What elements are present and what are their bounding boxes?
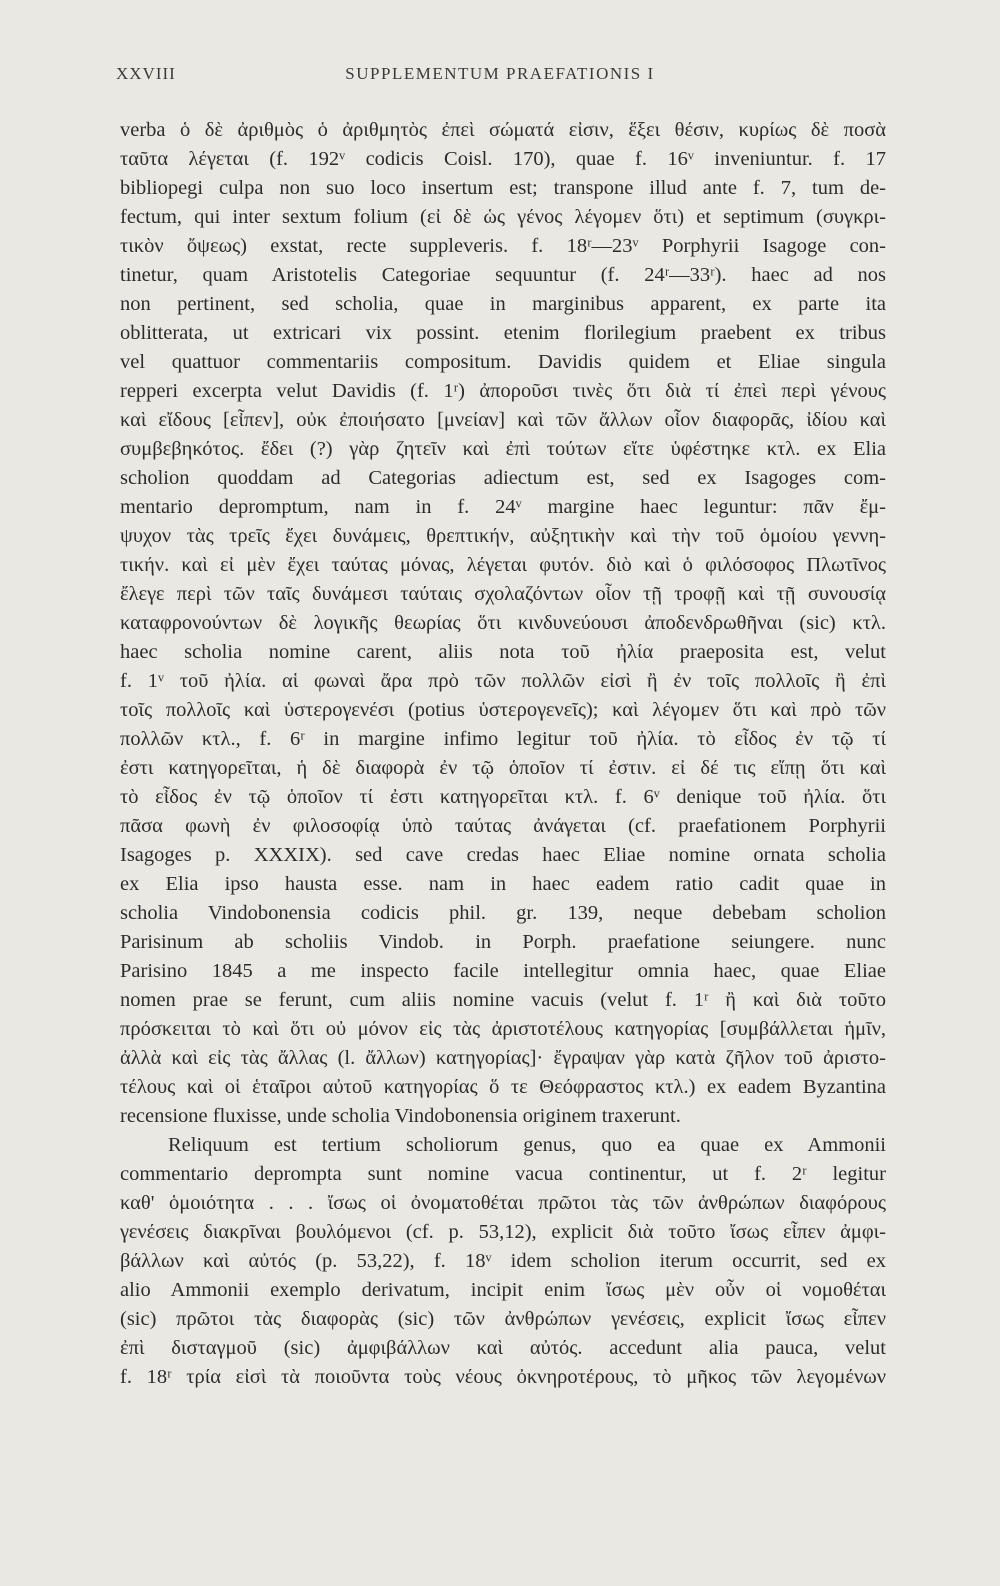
text-line: καὶ εἴδους [εἶπεν], οὐκ ἐποιήσατο [μνείαν] καὶ τῶν ἄλλων οἷον διαφορᾶς, ἰδίου καὶ	[120, 409, 886, 431]
text-line: καθ' ὁμοιότητα . . . ἴσως οἱ ὀνοματοθέται πρῶτοι τὰς τῶν ἀνθρώπων διαφόρους	[120, 1192, 886, 1214]
text-line: scholia Vindobonensia codicis phil. gr. 139, neque debebam scholion	[120, 902, 886, 924]
text-line: Isagoges p. XXXIX). sed cave credas haec Eliae nomine ornata scholia	[120, 844, 886, 866]
running-head: SUPPLEMENTUM PRAEFATIONIS I	[345, 64, 655, 83]
text-line: Reliquum est tertium scholiorum genus, quo ea quae ex Ammonii	[168, 1134, 886, 1156]
text-line: πολλῶν κτλ., f. 6ʳ in margine infimo legitur τοῦ ἠλία. τὸ εἶδος ἐν τῷ τί	[120, 728, 886, 750]
text-line: ἐπὶ δισταγμοῦ (sic) ἀμφιβάλλων καὶ αὐτός. accedunt alia pauca, velut	[120, 1337, 886, 1359]
text-line: συμβεβηκότος. ἔδει (?) γὰρ ζητεῖν καὶ ἐπὶ τούτων εἴτε ὑφέστηκε κτλ. ex Elia	[120, 438, 886, 460]
text-line: ἐστι κατηγορεῖται, ἡ δὲ διαφορὰ ἐν τῷ ὁποῖον τί ἐστιν. εἰ δέ τις εἴπῃ ὅτι καὶ	[120, 757, 886, 779]
text-line: ex Elia ipso hausta esse. nam in haec eadem ratio cadit quae in	[120, 873, 886, 895]
text-line: ἀλλὰ καὶ εἰς τὰς ἄλλας (l. ἄλλων) κατηγορίας]· ἔγραψαν γὰρ κατὰ ζῆλον τοῦ ἀριστο-	[120, 1047, 886, 1069]
text-line: oblitterata, ut extricari vix possint. etenim florilegium praebent ex tribus	[120, 322, 886, 344]
text-line: mentario depromptum, nam in f. 24ᵛ margine haec leguntur: πᾶν ἔμ-	[120, 496, 886, 518]
page-number: XXVIII	[116, 64, 176, 83]
text-line: scholion quoddam ad Categorias adiectum est, sed ex Isagoges com-	[120, 467, 886, 489]
text-line: haec scholia nomine carent, aliis nota τοῦ ἠλία praeposita est, velut	[120, 641, 886, 663]
text-line: fectum, qui inter sextum folium (εἰ δὲ ὡς γένος λέγομεν ὅτι) et septimum (συγκρι-	[120, 206, 886, 228]
text-line: repperi excerpta velut Davidis (f. 1ʳ) ἀποροῦσι τινὲς ὅτι διὰ τί ἐπεὶ περὶ γένους	[120, 380, 886, 402]
text-line: τικήν. καὶ εἰ μὲν ἔχει ταύτας μόνας, λέγεται φυτόν. διὸ καὶ ὁ φιλόσοφος Πλωτῖνος	[120, 554, 886, 576]
text-line: ψυχον τὰς τρεῖς ἔχει δυνάμεις, θρεπτικήν, αὐξητικὴν καὶ τὴν τοῦ ὁμοίου γεννη-	[120, 525, 886, 547]
text-line: Parisinum ab scholiis Vindob. in Porph. praefatione seiungere. nunc	[120, 931, 886, 953]
text-line: f. 1ᵛ τοῦ ἠλία. αἱ φωναὶ ἄρα πρὸ τῶν πολλῶν εἰσὶ ἢ ἐν τοῖς πολλοῖς ἢ ἐπὶ	[120, 670, 886, 692]
page-header	[116, 64, 884, 94]
text-line: f. 18ʳ τρία εἰσὶ τὰ ποιοῦντα τοὺς νέους ὀκνηροτέρους, τὸ μῆκος τῶν λεγομένων	[120, 1366, 886, 1388]
text-line: Parisino 1845 a me inspecto facile intellegitur omnia haec, quae Eliae	[120, 960, 886, 982]
text-line: τικὸν ὄψεως) exstat, recte suppleveris. f. 18ʳ—23ᵛ Porphyrii Isagoge con-	[120, 235, 886, 257]
text-line: ἔλεγε περὶ τῶν ταῖς δυνάμεσι ταύταις σχολαζόντων οἷον τῇ τροφῇ καὶ τῇ συνουσίᾳ	[120, 583, 886, 605]
text-line: πᾶσα φωνὴ ἐν φιλοσοφίᾳ ὑπὸ ταύτας ἀνάγεται (cf. praefationem Porphyrii	[120, 815, 886, 837]
text-line: tinetur, quam Aristotelis Categoriae sequuntur (f. 24ʳ—33ʳ). haec ad nos	[120, 264, 886, 286]
text-line: γενέσεις διακρῖναι βουλόμενοι (cf. p. 53,12), explicit διὰ τοῦτο ἴσως εἶπεν ἀμφι-	[120, 1221, 886, 1243]
text-line: καταφρονούντων δὲ λογικῆς θεωρίας ὅτι κινδυνεύουσι ἀποδενδρωθῆναι (sic) κτλ.	[120, 612, 886, 634]
text-line: τὸ εἶδος ἐν τῷ ὁποῖον τί ἐστι κατηγορεῖται κτλ. f. 6ᵛ denique τοῦ ἠλία. ὅτι	[120, 786, 886, 808]
text-line: vel quattuor commentariis compositum. Davidis quidem et Eliae singula	[120, 351, 886, 373]
text-line: verba ὁ δὲ ἀριθμὸς ὁ ἀριθμητὸς ἐπεὶ σώματά εἰσιν, ἕξει θέσιν, κυρίως δὲ ποσὰ	[120, 119, 886, 141]
text-line: τέλους καὶ οἱ ἑταῖροι αὐτοῦ κατηγορίας ὅ τε Θεόφραστος κτλ.) ex eadem Byzantina	[120, 1076, 886, 1098]
text-line: commentario deprompta sunt nomine vacua continentur, ut f. 2ʳ legitur	[120, 1163, 886, 1185]
text-line: alio Ammonii exemplo derivatum, incipit enim ἴσως μὲν οὖν οἱ νομοθέται	[120, 1279, 886, 1301]
text-line: (sic) πρῶτοι τὰς διαφορὰς (sic) τῶν ἀνθρώπων γενέσεις, explicit ἴσως εἶπεν	[120, 1308, 886, 1330]
text-line: ταῦτα λέγεται (f. 192ᵛ codicis Coisl. 170), quae f. 16ᵛ inveniuntur. f. 17	[120, 148, 886, 170]
text-line: βάλλων καὶ αὐτός (p. 53,22), f. 18ᵛ idem scholion iterum occurrit, sed ex	[120, 1250, 886, 1272]
text-line: non pertinent, sed scholia, quae in marginibus apparent, ex parte ita	[120, 293, 886, 315]
text-line: recensione fluxisse, unde scholia Vindobonensia originem traxerunt.	[120, 1105, 681, 1127]
text-line: πρόσκειται τὸ καὶ ὅτι οὐ μόνον εἰς τὰς ἀριστοτέλους κατηγορίας [συμβάλλεται ἡμῖν,	[120, 1018, 886, 1040]
text-line: nomen prae se ferunt, cum aliis nomine vacuis (velut f. 1ʳ ἢ καὶ διὰ τοῦτο	[120, 989, 886, 1011]
text-line: τοῖς πολλοῖς καὶ ὑστερογενέσι (potius ὑστερογενεῖς); καὶ λέγομεν ὅτι καὶ πρὸ τῶν	[120, 699, 886, 721]
text-line: bibliopegi culpa non suo loco insertum est; transpone illud ante f. 7, tum de-	[120, 177, 886, 199]
body-text	[120, 116, 886, 1392]
